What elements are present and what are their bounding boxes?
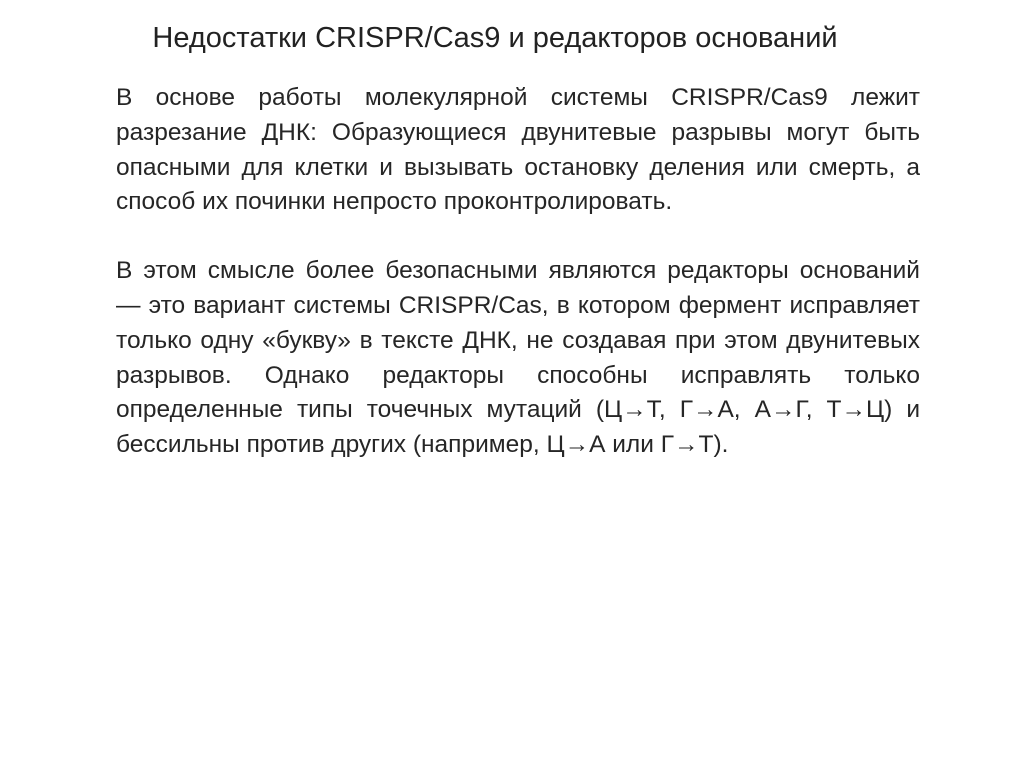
slide-body: [116, 81, 920, 463]
slide-title: Недостатки CRISPR/Cas9 и редакторов оснований: [152, 22, 838, 54]
paragraph-base-editors: В этом смысле более безопасными являются редакторы оснований — это вариант системы CRISPR/Cas, в котором фермент исправляет только одну «букву» в тексте ДНК, не создавая при этом двунитевых разрывов. Однако редакторы способны исправлять только определенные типы точечных мутаций (Ц→Т, Г→А, А→Г, Т→Ц) и бессильны против других (например, Ц→А или Г→Т).: [116, 257, 920, 459]
paragraph-crispr-cas9-drawbacks: В основе работы молекулярной системы CRISPR/Cas9 лежит разрезание ДНК: Образующиеся двунитевые разрывы могут быть опасными для клетки и вызывать остановку деления или смерть, а способ их починки непросто проконтролировать.: [116, 84, 920, 216]
